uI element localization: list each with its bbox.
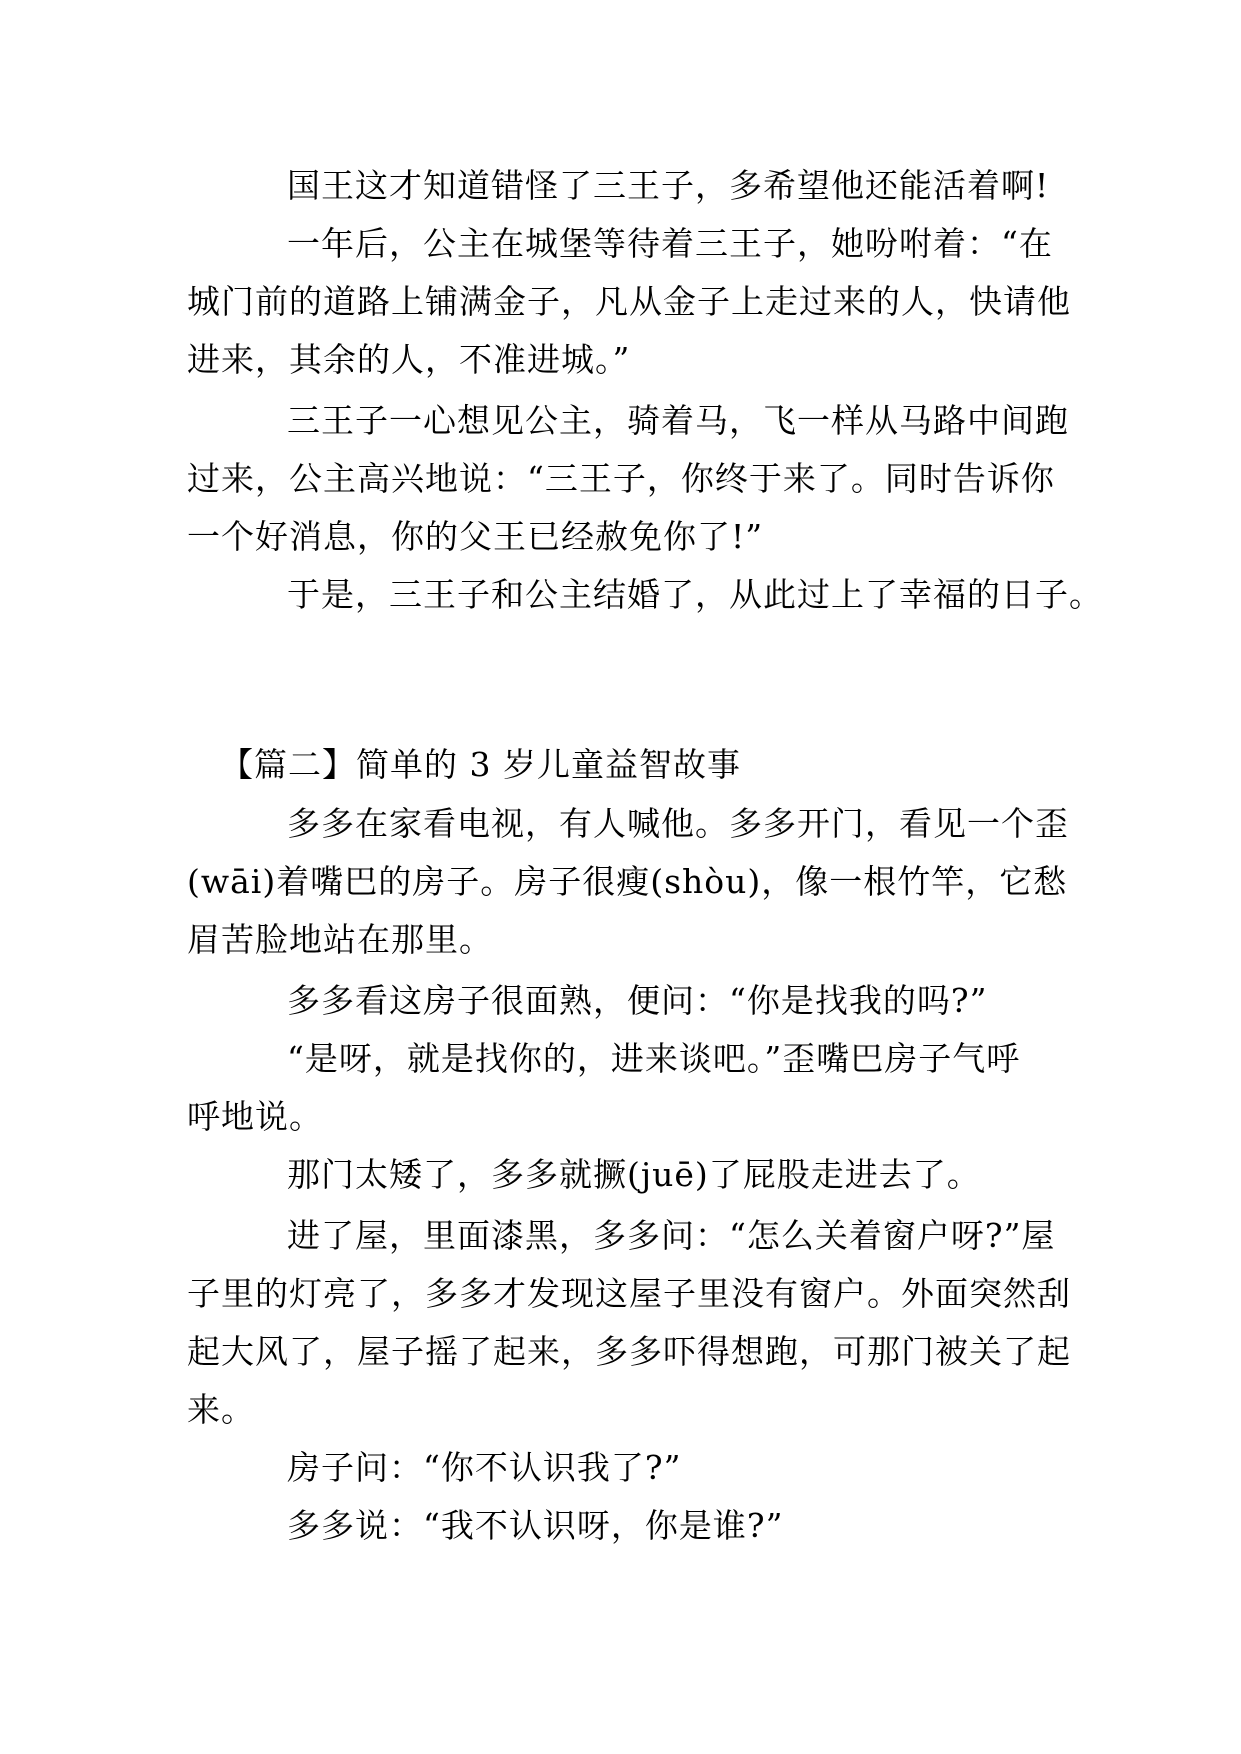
paragraph-line: 那门太矮了，多多就撅(juē)了屁股走进去了。 (287, 1155, 981, 1194)
section-heading: 【篇二】简单的 3 岁儿童益智故事 (220, 745, 741, 784)
paragraph-line: 房子问：“你不认识我了?” (287, 1448, 682, 1487)
paragraph-line: 进来，其余的人，不准进城。” (187, 340, 631, 379)
paragraph-line: 多多在家看电视，有人喊他。多多开门，看见一个歪 (287, 804, 1069, 843)
paragraph-line: 国王这才知道错怪了三王子，多希望他还能活着啊! (287, 166, 1050, 205)
paragraph-line: 眉苦脸地站在那里。 (187, 920, 493, 959)
paragraph-line: 起大风了，屋子摇了起来，多多吓得想跑，可那门被关了起 (187, 1332, 1071, 1371)
paragraph-line: 一年后，公主在城堡等待着三王子，她吩咐着：“在 (287, 224, 1053, 263)
paragraph-line: 多多看这房子很面熟，便问：“你是找我的吗?” (287, 981, 988, 1020)
paragraph-line: 过来，公主高兴地说：“三王子，你终于来了。同时告诉你 (187, 459, 1055, 498)
paragraph-line: 子里的灯亮了，多多才发现这屋子里没有窗户。外面突然刮 (187, 1274, 1071, 1313)
paragraph-line: 进了屋，里面漆黑，多多问：“怎么关着窗户呀?”屋 (287, 1216, 1056, 1255)
paragraph-line: 呼地说。 (187, 1097, 323, 1136)
paragraph-line: 一个好消息，你的父王已经赦免你了!” (187, 517, 764, 556)
paragraph-line: “是呀，就是找你的，进来谈吧。”歪嘴巴房子气呼 (287, 1039, 1021, 1078)
paragraph-line: 于是，三王子和公主结婚了，从此过上了幸福的日子。 (287, 575, 1103, 614)
paragraph-line: 来。 (187, 1390, 255, 1429)
paragraph-line: 三王子一心想见公主，骑着马，飞一样从马路中间跑 (287, 401, 1069, 440)
paragraph-line: 城门前的道路上铺满金子，凡从金子上走过来的人，快请他 (187, 282, 1071, 321)
paragraph-line: 多多说：“我不认识呀，你是谁?” (287, 1506, 784, 1545)
paragraph-line: (wāi)着嘴巴的房子。房子很瘦(shòu)，像一根竹竿，它愁 (187, 862, 1068, 901)
